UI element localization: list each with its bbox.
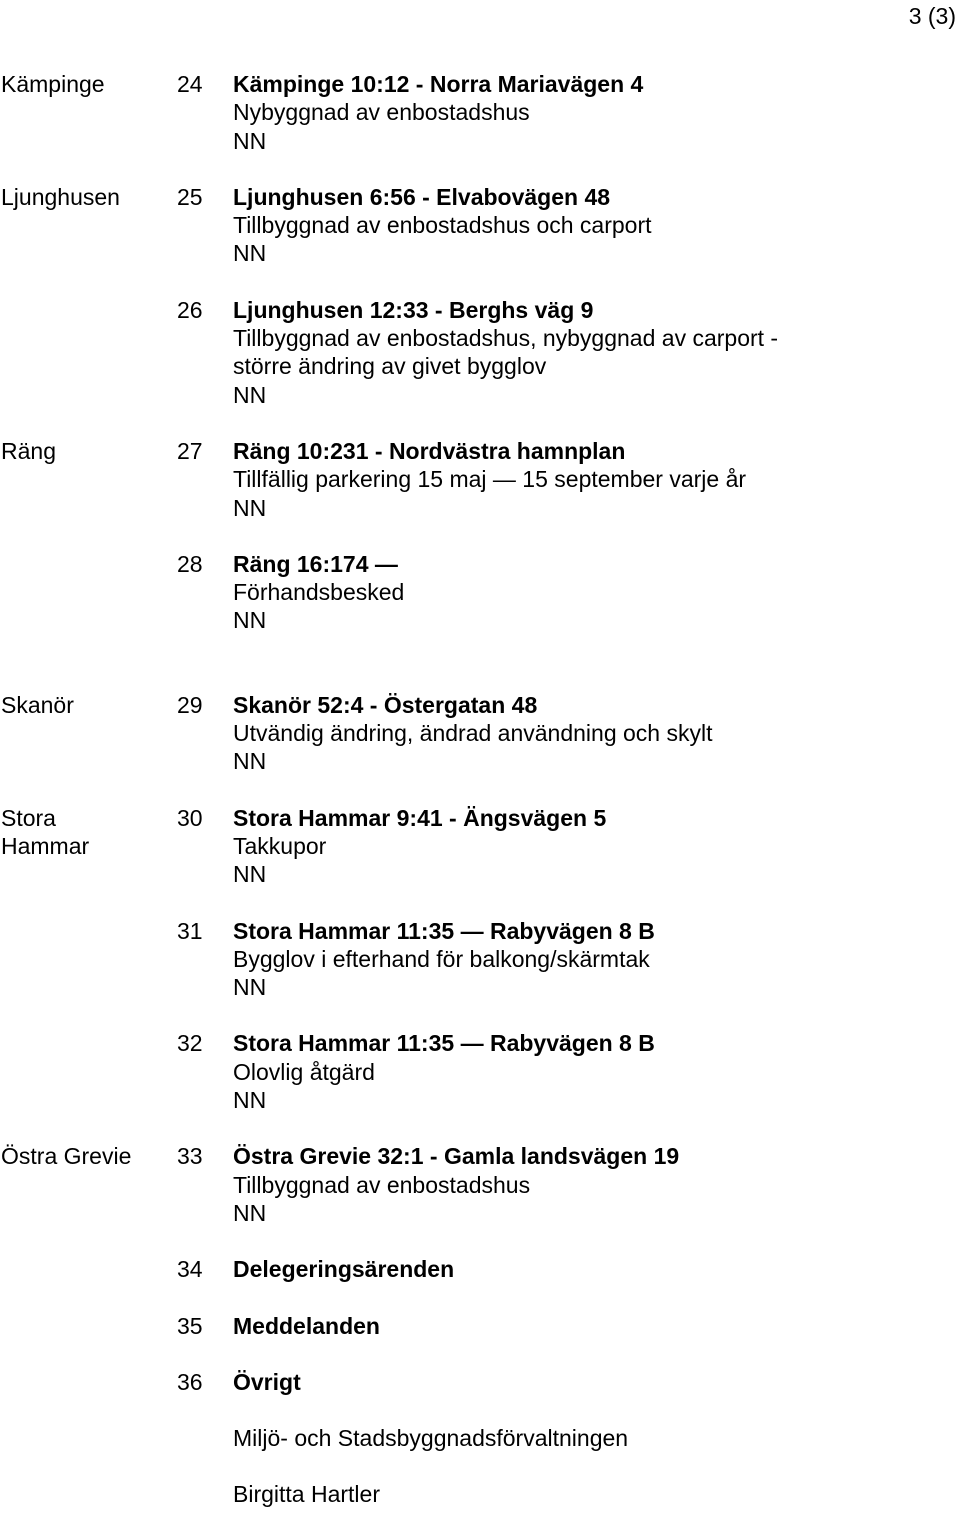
item-number: 34 xyxy=(177,1256,203,1283)
place-label xyxy=(1,804,151,861)
item-responsible: NN xyxy=(233,127,267,154)
item-description: Tillbyggnad av enbostadshus xyxy=(233,1171,531,1198)
item-title: Skanör 52:4 - Östergatan 48 xyxy=(233,691,538,718)
item-responsible: NN xyxy=(233,240,267,267)
item-number: 27 xyxy=(177,437,203,464)
page-number: 3 (3) xyxy=(908,3,956,29)
agenda-item-33 xyxy=(0,1142,960,1227)
footer xyxy=(233,1424,960,1509)
agenda-item-28 xyxy=(0,550,960,635)
item-title: Stora Hammar 9:41 - Ängsvägen 5 xyxy=(233,804,607,831)
footer-organization: Miljö- och Stadsbyggnadsförvaltningen xyxy=(233,1425,629,1452)
item-responsible: NN xyxy=(233,861,267,888)
item-responsible: NN xyxy=(233,494,267,521)
item-number: 36 xyxy=(177,1368,203,1395)
item-description: Utvändig ändring, ändrad användning och skylt xyxy=(233,720,713,747)
agenda-item-34 xyxy=(0,1255,960,1283)
item-description: Nybyggnad av enbostadshus xyxy=(233,99,530,126)
item-title: Stora Hammar 11:35 — Rabyvägen 8 B xyxy=(233,917,655,944)
item-number: 33 xyxy=(177,1143,203,1170)
agenda-list xyxy=(0,70,960,1509)
item-responsible: NN xyxy=(233,607,267,634)
item-number: 35 xyxy=(177,1312,203,1339)
agenda-item-36 xyxy=(0,1368,960,1396)
item-responsible: NN xyxy=(233,381,267,408)
item-title: Meddelanden xyxy=(233,1312,380,1339)
place-label: Ljunghusen xyxy=(1,183,120,210)
item-title: Delegeringsärenden xyxy=(233,1256,455,1283)
item-description: Tillbyggnad av enbostadshus och carport xyxy=(233,212,652,239)
agenda-item-31 xyxy=(0,917,960,1002)
item-description-line2: större ändring av givet bygglov xyxy=(233,353,547,380)
place-label-line2: Hammar xyxy=(1,832,90,859)
item-number: 25 xyxy=(177,183,203,210)
agenda-item-27 xyxy=(0,437,960,522)
item-title: Övrigt xyxy=(233,1368,301,1395)
place-label: Östra Grevie xyxy=(1,1143,132,1170)
item-title: Ljunghusen 6:56 - Elvabovägen 48 xyxy=(233,183,611,210)
item-number: 26 xyxy=(177,296,203,323)
item-number: 29 xyxy=(177,691,203,718)
item-description: Takkupor xyxy=(233,832,327,859)
agenda-item-26 xyxy=(0,296,960,409)
item-title: Ljunghusen 12:33 - Berghs väg 9 xyxy=(233,296,594,323)
agenda-item-32 xyxy=(0,1029,960,1114)
footer-signature-name: Birgitta Hartler xyxy=(233,1481,380,1508)
item-responsible: NN xyxy=(233,1199,267,1226)
agenda-item-35 xyxy=(0,1312,960,1340)
item-responsible: NN xyxy=(233,1087,267,1114)
place-label-line1: Stora xyxy=(1,804,56,831)
item-number: 32 xyxy=(177,1030,203,1057)
item-description: Tillfällig parkering 15 maj — 15 september varje år xyxy=(233,466,747,493)
item-number: 28 xyxy=(177,550,203,577)
item-title: Räng 16:174 — xyxy=(233,550,398,577)
item-description: Förhandsbesked xyxy=(233,579,405,606)
item-description: Bygglov i efterhand för balkong/skärmtak xyxy=(233,945,650,972)
agenda-item-30 xyxy=(0,804,960,889)
agenda-item-24 xyxy=(0,70,960,155)
item-number: 30 xyxy=(177,804,203,831)
item-number: 24 xyxy=(177,71,203,97)
item-title: Räng 10:231 - Nordvästra hamnplan xyxy=(233,437,626,464)
item-description: Olovlig åtgärd xyxy=(233,1058,375,1085)
item-responsible: NN xyxy=(233,748,267,775)
place-label: Räng xyxy=(1,437,56,464)
place-label: Skanör xyxy=(1,691,74,718)
agenda-item-29 xyxy=(0,691,960,776)
item-description: Tillbyggnad av enbostadshus, nybyggnad av carport - xyxy=(233,325,779,352)
item-number: 31 xyxy=(177,917,203,944)
place-label: Kämpinge xyxy=(1,71,105,97)
item-title: Stora Hammar 11:35 — Rabyvägen 8 B xyxy=(233,1030,655,1057)
agenda-item-25 xyxy=(0,183,960,268)
item-responsible: NN xyxy=(233,974,267,1001)
item-title: Östra Grevie 32:1 - Gamla landsvägen 19 xyxy=(233,1143,680,1170)
item-title: Kämpinge 10:12 - Norra Mariavägen 4 xyxy=(233,71,644,97)
